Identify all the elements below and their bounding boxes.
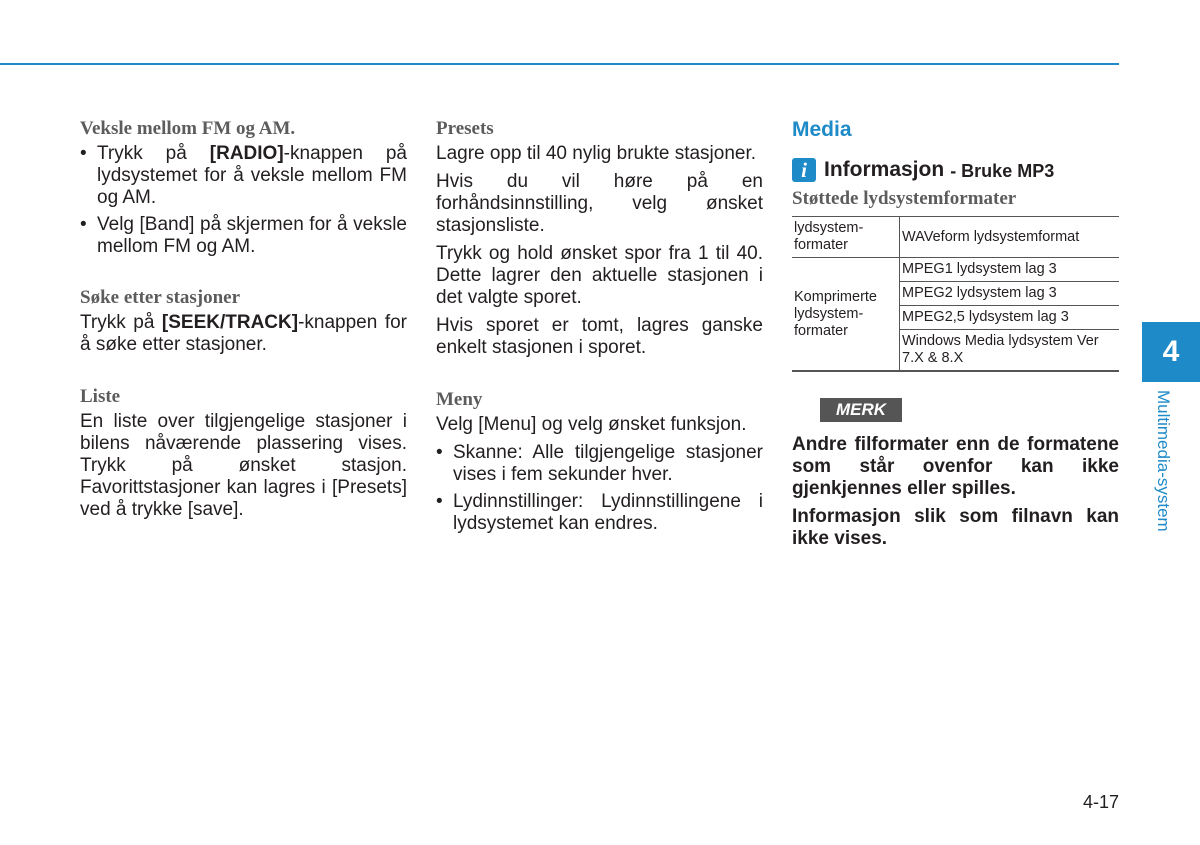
note-badge: MERK — [820, 398, 902, 422]
menu-intro: Velg [Menu] og velg ønsket funksjon. — [436, 414, 747, 435]
list-paragraph: En liste over tilgjengelige stasjoner i bilens nåværende plassering vises. Trykk på ønsket stasjon. Favorittstasjoner kan lagres i [Presets] ved å trykke [save]. — [80, 411, 407, 520]
column-radio-modes — [80, 118, 407, 527]
table-cell-value: MPEG2,5 lydsystem lag 3 — [900, 306, 1120, 330]
info-subtitle: - Bruke MP3 — [950, 161, 1055, 181]
info-icon: i — [792, 158, 816, 182]
section-heading-menu: Meny — [436, 389, 483, 410]
bullet-list-fm-am — [80, 143, 407, 258]
table-row — [792, 217, 1119, 258]
section-heading-presets: Presets — [436, 118, 494, 139]
search-paragraph: Trykk på [SEEK/TRACK]-knappen for å søke etter stasjoner. — [80, 312, 407, 355]
bullet-list-menu — [436, 442, 763, 535]
table-cell-value: MPEG1 lydsystem lag 3 — [900, 258, 1120, 282]
table-cell-value: MPEG2 lydsystem lag 3 — [900, 282, 1120, 306]
list-item: • Skanne: Alle tilgjengelige stasjoner vises i fem sekunder hver. — [436, 442, 763, 486]
table-cell-label: Komprimerte lydsystem-formater — [792, 258, 900, 372]
list-item: • Trykk på [RADIO]-knappen på lydsystemet for å veksle mellom FM og AM. — [80, 143, 407, 209]
table-row — [792, 258, 1119, 282]
header-rule — [0, 63, 1119, 65]
page-number: 4-17 — [1082, 792, 1119, 812]
list-item: • Velg [Band] på skjermen for å veksle mellom FM og AM. — [80, 214, 407, 258]
section-heading-search: Søke etter stasjoner — [80, 287, 241, 308]
table-heading: Støttede lydsystemformater — [792, 188, 1017, 209]
chapter-number-tab: 4 — [1142, 322, 1200, 382]
table-cell-label: lydsystem-formater — [792, 217, 900, 258]
info-header — [792, 158, 1119, 182]
section-heading-list: Liste — [80, 386, 121, 407]
chapter-label: Multimedia-system — [1154, 390, 1173, 532]
presets-paragraph: Hvis sporet er tomt, lagres ganske enkelt stasjonen i sporet. — [436, 315, 763, 358]
presets-paragraph: Trykk og hold ønsket spor fra 1 til 40. Dette lagrer den aktuelle stasjonen i det valgte sporet. — [436, 243, 763, 308]
presets-paragraph: Hvis du vil høre på en forhåndsinnstilling, velg ønsket stasjonsliste. — [436, 171, 763, 236]
section-heading-fm-am: Veksle mellom FM og AM. — [80, 118, 296, 139]
note-paragraph: Informasjon slik som filnavn kan ikke vises. — [792, 506, 1119, 549]
note-paragraph: Andre filformater enn de formatene som står ovenfor kan ikke gjenkjennes eller spilles. — [792, 434, 1119, 499]
column-media — [792, 118, 1119, 556]
table-cell-value: WAVeform lydsystemformat — [900, 217, 1120, 258]
column-presets-menu — [436, 118, 763, 540]
radio-button-label: [RADIO] — [209, 143, 284, 164]
seek-track-label: [SEEK/TRACK] — [161, 312, 299, 333]
info-title: Informasjon — [824, 158, 945, 181]
table-cell-value: Windows Media lydsystem Ver 7.X & 8.X — [900, 330, 1120, 372]
list-item: • Lydinnstillinger: Lydinnstillingene i lydsystemet kan endres. — [436, 491, 763, 535]
presets-paragraph: Lagre opp til 40 nylig brukte stasjoner. — [436, 143, 757, 164]
media-title: Media — [792, 118, 852, 141]
formats-table — [792, 216, 1119, 372]
